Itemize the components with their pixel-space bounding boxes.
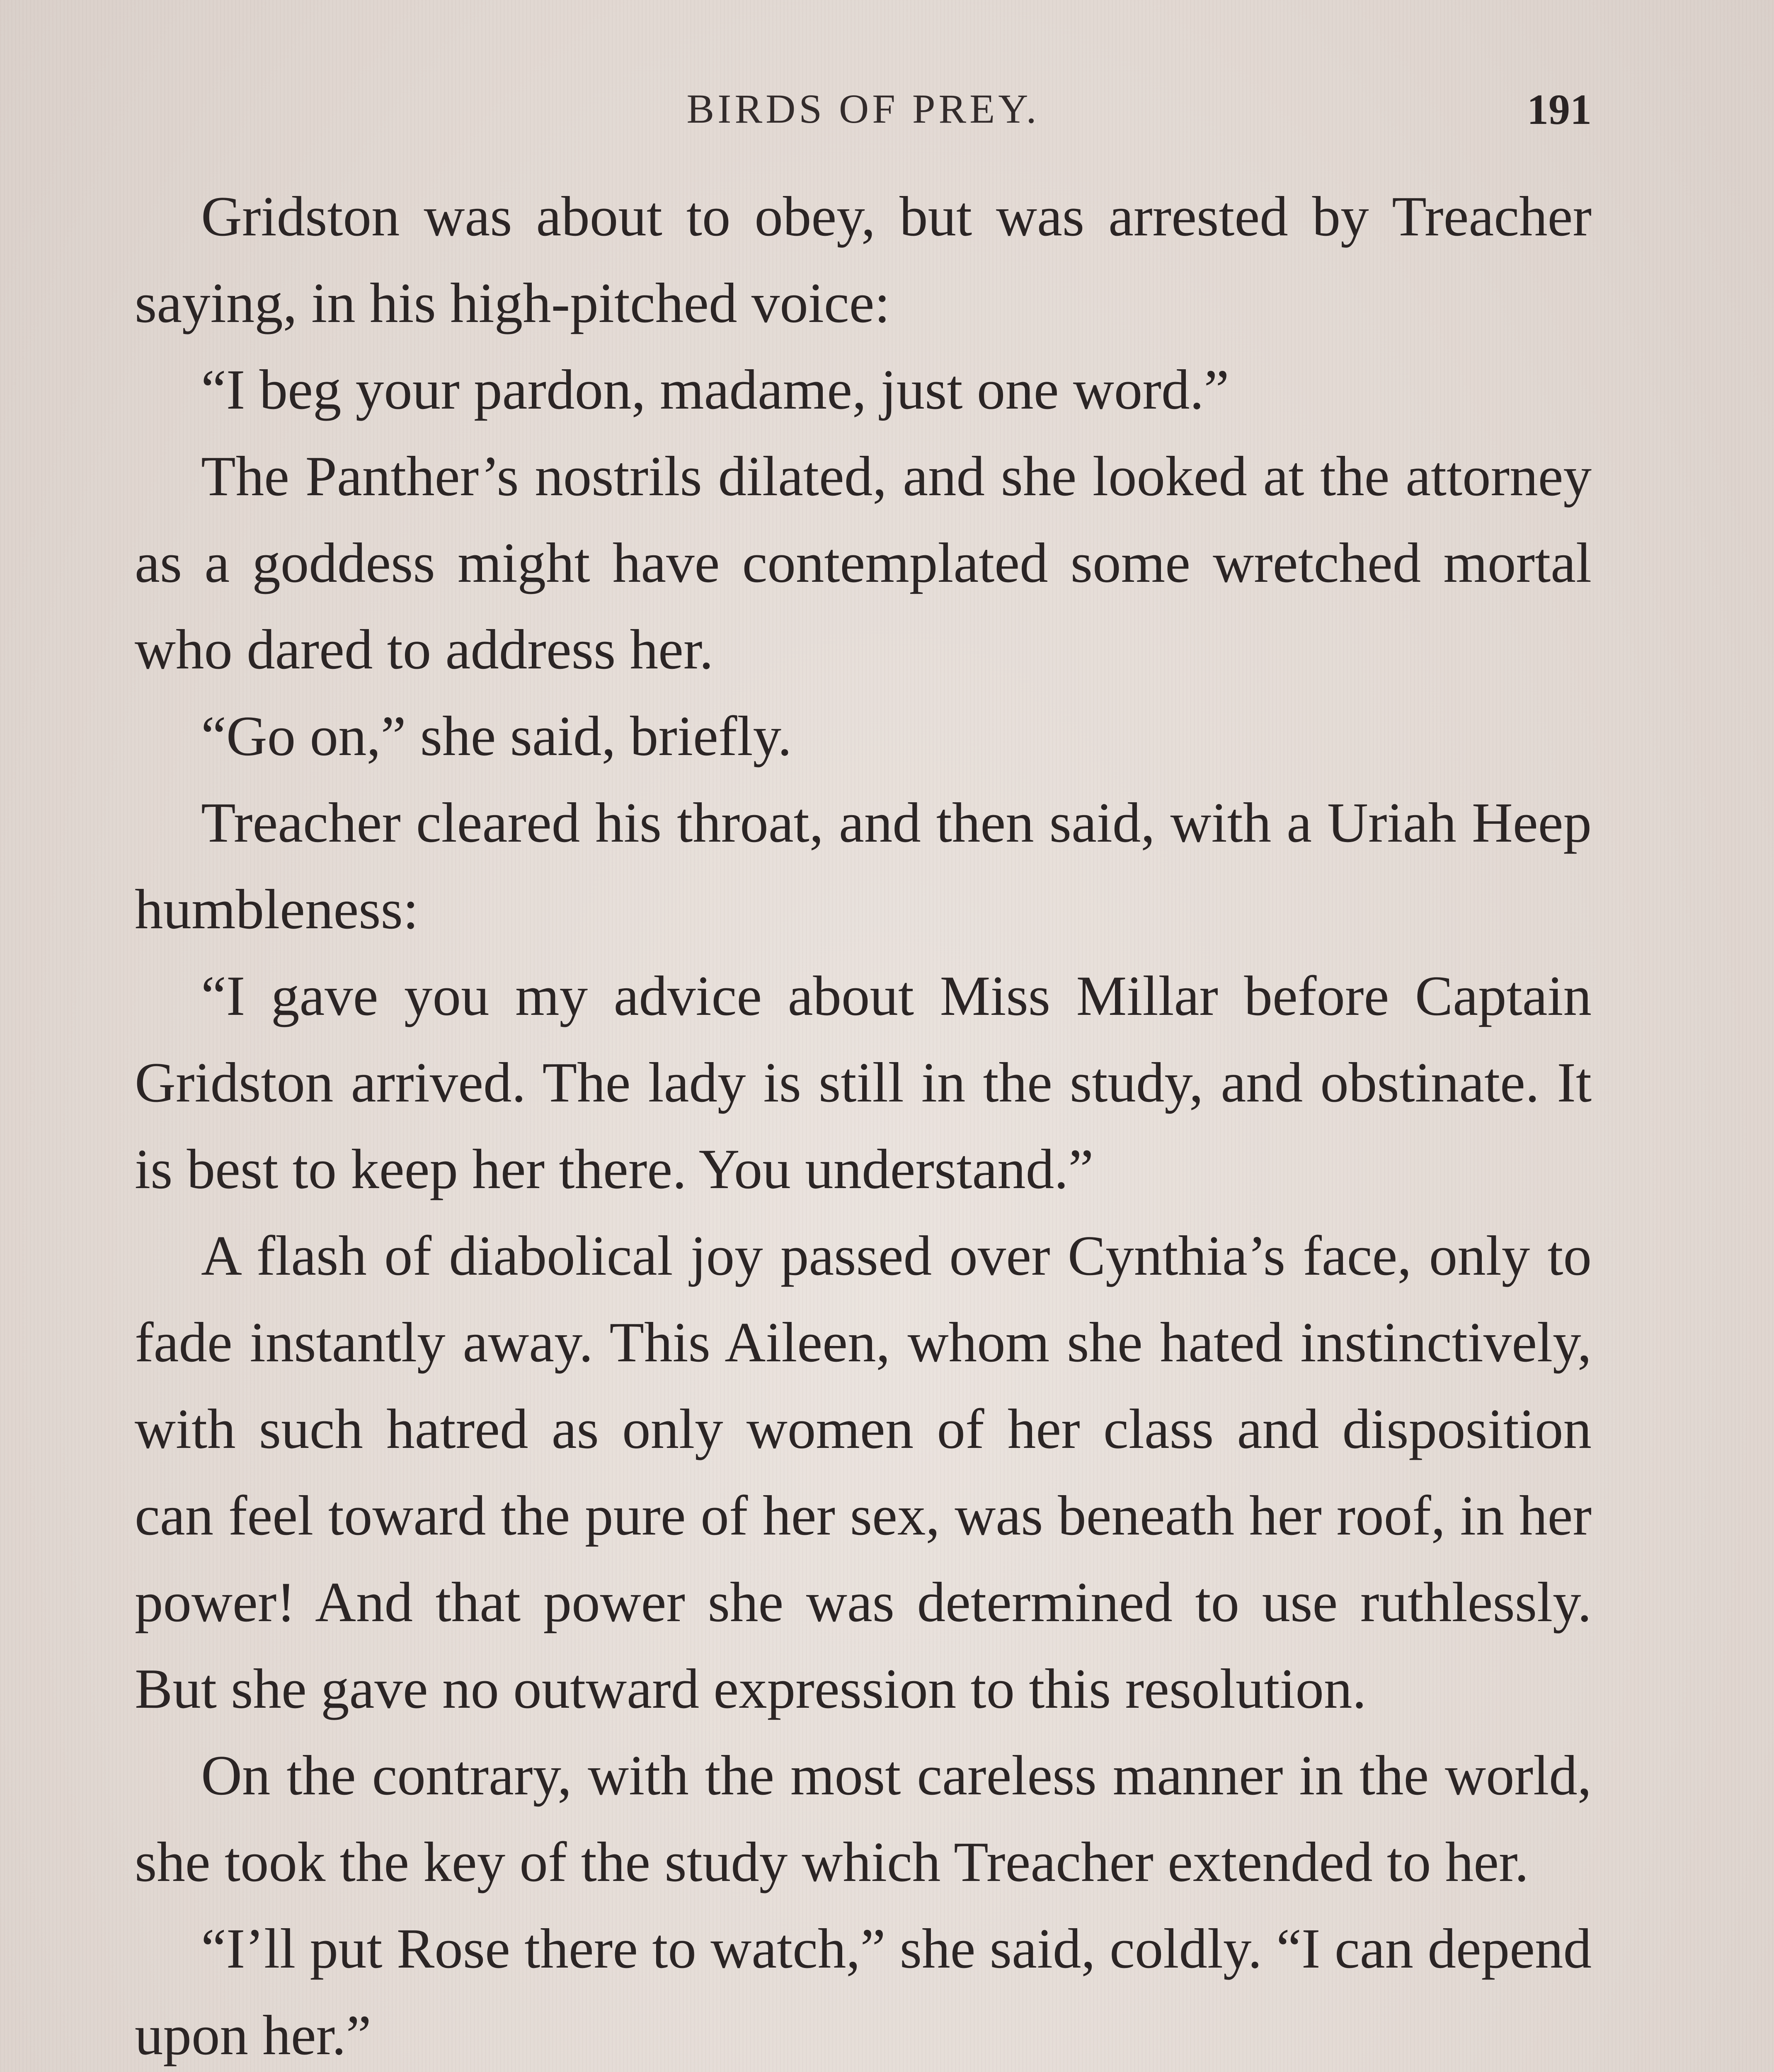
paragraph-2: “I beg your pardon, madame, just one word.” [201,358,1229,421]
paragraph-6: “I gave you my advice about Miss Millar before Captain Gridston arrived. The lady is still in the study, and obstinate. It is best to keep her there. You understand.” [135,964,1592,1201]
running-head [135,85,1592,139]
paragraph-1: Gridston was about to obey, but was arrested by Treacher saying, in his high-pitched voice: [135,185,1592,334]
paragraph-9: “I’ll put Rose there to watch,” she said, coldly. “I can depend upon her.” [135,1917,1592,2067]
paragraph-4: “Go on,” she said, briefly. [201,704,792,767]
body-text [135,173,1592,2072]
page-number: 191 [1527,86,1592,133]
paragraph-8: On the contrary, with the most careless manner in the world, she took the key of the study which Treacher extended to her. [135,1744,1592,1893]
paragraph-5: Treacher cleared his throat, and then said, with a Uriah Heep humbleness: [135,791,1592,941]
paragraph-3: The Panther’s nostrils dilated, and she looked at the attorney as a goddess might have contemplated some wretched mortal who dared to address her. [135,445,1592,681]
running-title: BIRDS OF PREY. [686,86,1040,132]
paragraph-7: A flash of diabolical joy passed over Cynthia’s face, only to fade instantly away. This Aileen, whom she hated instinctively, with such hatred as only women of her class and disposition can feel toward the pure of her sex, was beneath her roof, in her power! And that power she was determined to use ruthlessly. But she gave no outward expression to this resolution. [135,1224,1592,1720]
